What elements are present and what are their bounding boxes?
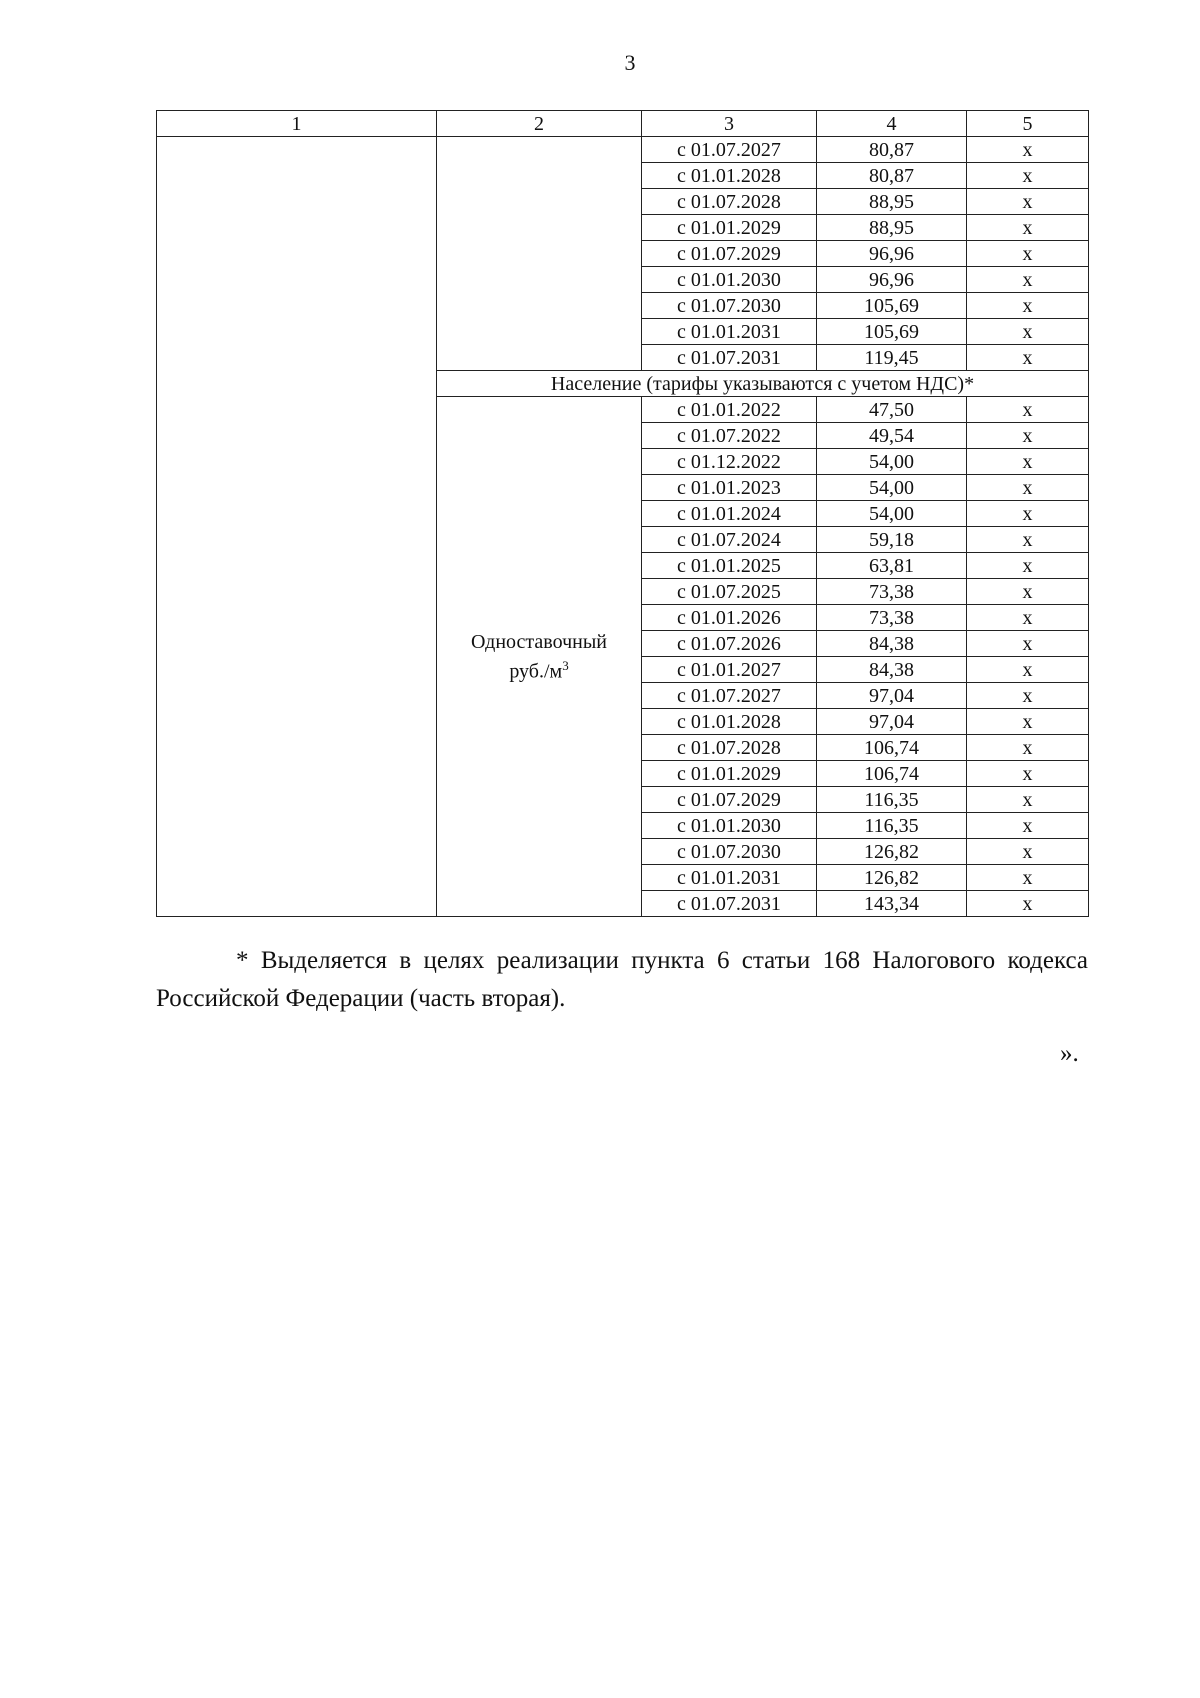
mark-cell: х — [967, 735, 1089, 761]
mark-cell: х — [967, 683, 1089, 709]
date-cell: с 01.07.2031 — [642, 345, 817, 371]
mark-cell: х — [967, 527, 1089, 553]
date-cell: с 01.01.2029 — [642, 761, 817, 787]
tariff-value-cell: 88,95 — [817, 189, 967, 215]
mark-cell: х — [967, 709, 1089, 735]
date-cell: с 01.01.2031 — [642, 319, 817, 345]
date-cell: с 01.07.2026 — [642, 631, 817, 657]
column-header: 1 — [157, 111, 437, 137]
date-cell: с 01.01.2025 — [642, 553, 817, 579]
mark-cell: х — [967, 553, 1089, 579]
tariff-type-label: Одноставочный — [471, 630, 607, 653]
tariff-value-cell: 126,82 — [817, 865, 967, 891]
tariff-value-cell: 105,69 — [817, 319, 967, 345]
date-cell: с 01.07.2028 — [642, 189, 817, 215]
tariff-table — [156, 110, 1089, 917]
tariff-value-cell: 73,38 — [817, 605, 967, 631]
date-cell: с 01.01.2031 — [642, 865, 817, 891]
tariff-value-cell: 116,35 — [817, 787, 967, 813]
mark-cell: х — [967, 501, 1089, 527]
date-cell: с 01.07.2028 — [642, 735, 817, 761]
mark-cell: х — [967, 267, 1089, 293]
mark-cell: х — [967, 137, 1089, 163]
tariff-value-cell: 106,74 — [817, 761, 967, 787]
mark-cell: х — [967, 423, 1089, 449]
mark-cell: х — [967, 293, 1089, 319]
mark-cell: х — [967, 475, 1089, 501]
page-number: 3 — [624, 50, 636, 75]
mark-cell: х — [967, 813, 1089, 839]
date-cell: с 01.07.2029 — [642, 241, 817, 267]
date-cell: с 01.07.2030 — [642, 293, 817, 319]
mark-cell: х — [967, 189, 1089, 215]
mark-cell: х — [967, 345, 1089, 371]
mark-cell: х — [967, 787, 1089, 813]
tariff-value-cell: 84,38 — [817, 657, 967, 683]
tariff-value-cell: 96,96 — [817, 241, 967, 267]
date-cell: с 01.07.2025 — [642, 579, 817, 605]
tariff-value-cell: 49,54 — [817, 423, 967, 449]
mark-cell: х — [967, 605, 1089, 631]
mark-cell: х — [967, 579, 1089, 605]
tariff-value-cell: 54,00 — [817, 501, 967, 527]
column-header: 3 — [642, 111, 817, 137]
tariff-value-cell: 97,04 — [817, 683, 967, 709]
column2-empty-cell — [437, 137, 642, 371]
date-cell: с 01.01.2030 — [642, 813, 817, 839]
mark-cell: х — [967, 449, 1089, 475]
mark-cell: х — [967, 319, 1089, 345]
table-row — [157, 137, 1089, 163]
mark-cell: х — [967, 839, 1089, 865]
date-cell: с 01.01.2029 — [642, 215, 817, 241]
tariff-value-cell: 106,74 — [817, 735, 967, 761]
date-cell: с 01.01.2028 — [642, 709, 817, 735]
date-cell: с 01.07.2027 — [642, 137, 817, 163]
mark-cell: х — [967, 163, 1089, 189]
mark-cell: х — [967, 891, 1089, 917]
date-cell: с 01.01.2027 — [642, 657, 817, 683]
date-cell: с 01.07.2027 — [642, 683, 817, 709]
tariff-value-cell: 63,81 — [817, 553, 967, 579]
date-cell: с 01.01.2024 — [642, 501, 817, 527]
tariff-value-cell: 54,00 — [817, 475, 967, 501]
table-header-row — [157, 111, 1089, 137]
tariff-value-cell: 96,96 — [817, 267, 967, 293]
closing-quote: ». — [1060, 1040, 1079, 1067]
tariff-value-cell: 80,87 — [817, 137, 967, 163]
tariff-value-cell: 143,34 — [817, 891, 967, 917]
section-heading: Население (тарифы указываются с учетом НДС)* — [437, 371, 1089, 397]
tariff-value-cell: 73,38 — [817, 579, 967, 605]
column-header: 5 — [967, 111, 1089, 137]
date-cell: с 01.07.2024 — [642, 527, 817, 553]
tariff-value-cell: 80,87 — [817, 163, 967, 189]
tariff-value-cell: 97,04 — [817, 709, 967, 735]
date-cell: с 01.07.2031 — [642, 891, 817, 917]
unit-base: руб./м — [509, 660, 563, 683]
mark-cell: х — [967, 241, 1089, 267]
date-cell: с 01.12.2022 — [642, 449, 817, 475]
tariff-value-cell: 105,69 — [817, 293, 967, 319]
tariff-value-cell: 126,82 — [817, 839, 967, 865]
date-cell: с 01.07.2029 — [642, 787, 817, 813]
column-header: 4 — [817, 111, 967, 137]
date-cell: с 01.01.2028 — [642, 163, 817, 189]
tariff-value-cell: 59,18 — [817, 527, 967, 553]
tariff-value-cell: 119,45 — [817, 345, 967, 371]
tariff-value-cell: 84,38 — [817, 631, 967, 657]
date-cell: с 01.01.2023 — [642, 475, 817, 501]
tariff-value-cell: 116,35 — [817, 813, 967, 839]
column1-empty-cell — [157, 137, 437, 917]
date-cell: с 01.07.2022 — [642, 423, 817, 449]
date-cell: с 01.07.2030 — [642, 839, 817, 865]
mark-cell: х — [967, 215, 1089, 241]
mark-cell: х — [967, 761, 1089, 787]
unit-superscript: 3 — [562, 657, 569, 673]
footnote: * Выделяется в целях реализации пункта 6 статьи 168 Налогового кодекса Российской Федерации (часть вторая). — [156, 947, 1088, 1012]
tariff-unit-label — [437, 654, 641, 684]
tariff-value-cell: 54,00 — [817, 449, 967, 475]
mark-cell: х — [967, 397, 1089, 423]
mark-cell: х — [967, 865, 1089, 891]
date-cell: с 01.01.2026 — [642, 605, 817, 631]
tariff-type-cell — [437, 397, 642, 917]
tariff-value-cell: 47,50 — [817, 397, 967, 423]
date-cell: с 01.01.2030 — [642, 267, 817, 293]
tariff-value-cell: 88,95 — [817, 215, 967, 241]
mark-cell: х — [967, 631, 1089, 657]
mark-cell: х — [967, 657, 1089, 683]
column-header: 2 — [437, 111, 642, 137]
date-cell: с 01.01.2022 — [642, 397, 817, 423]
